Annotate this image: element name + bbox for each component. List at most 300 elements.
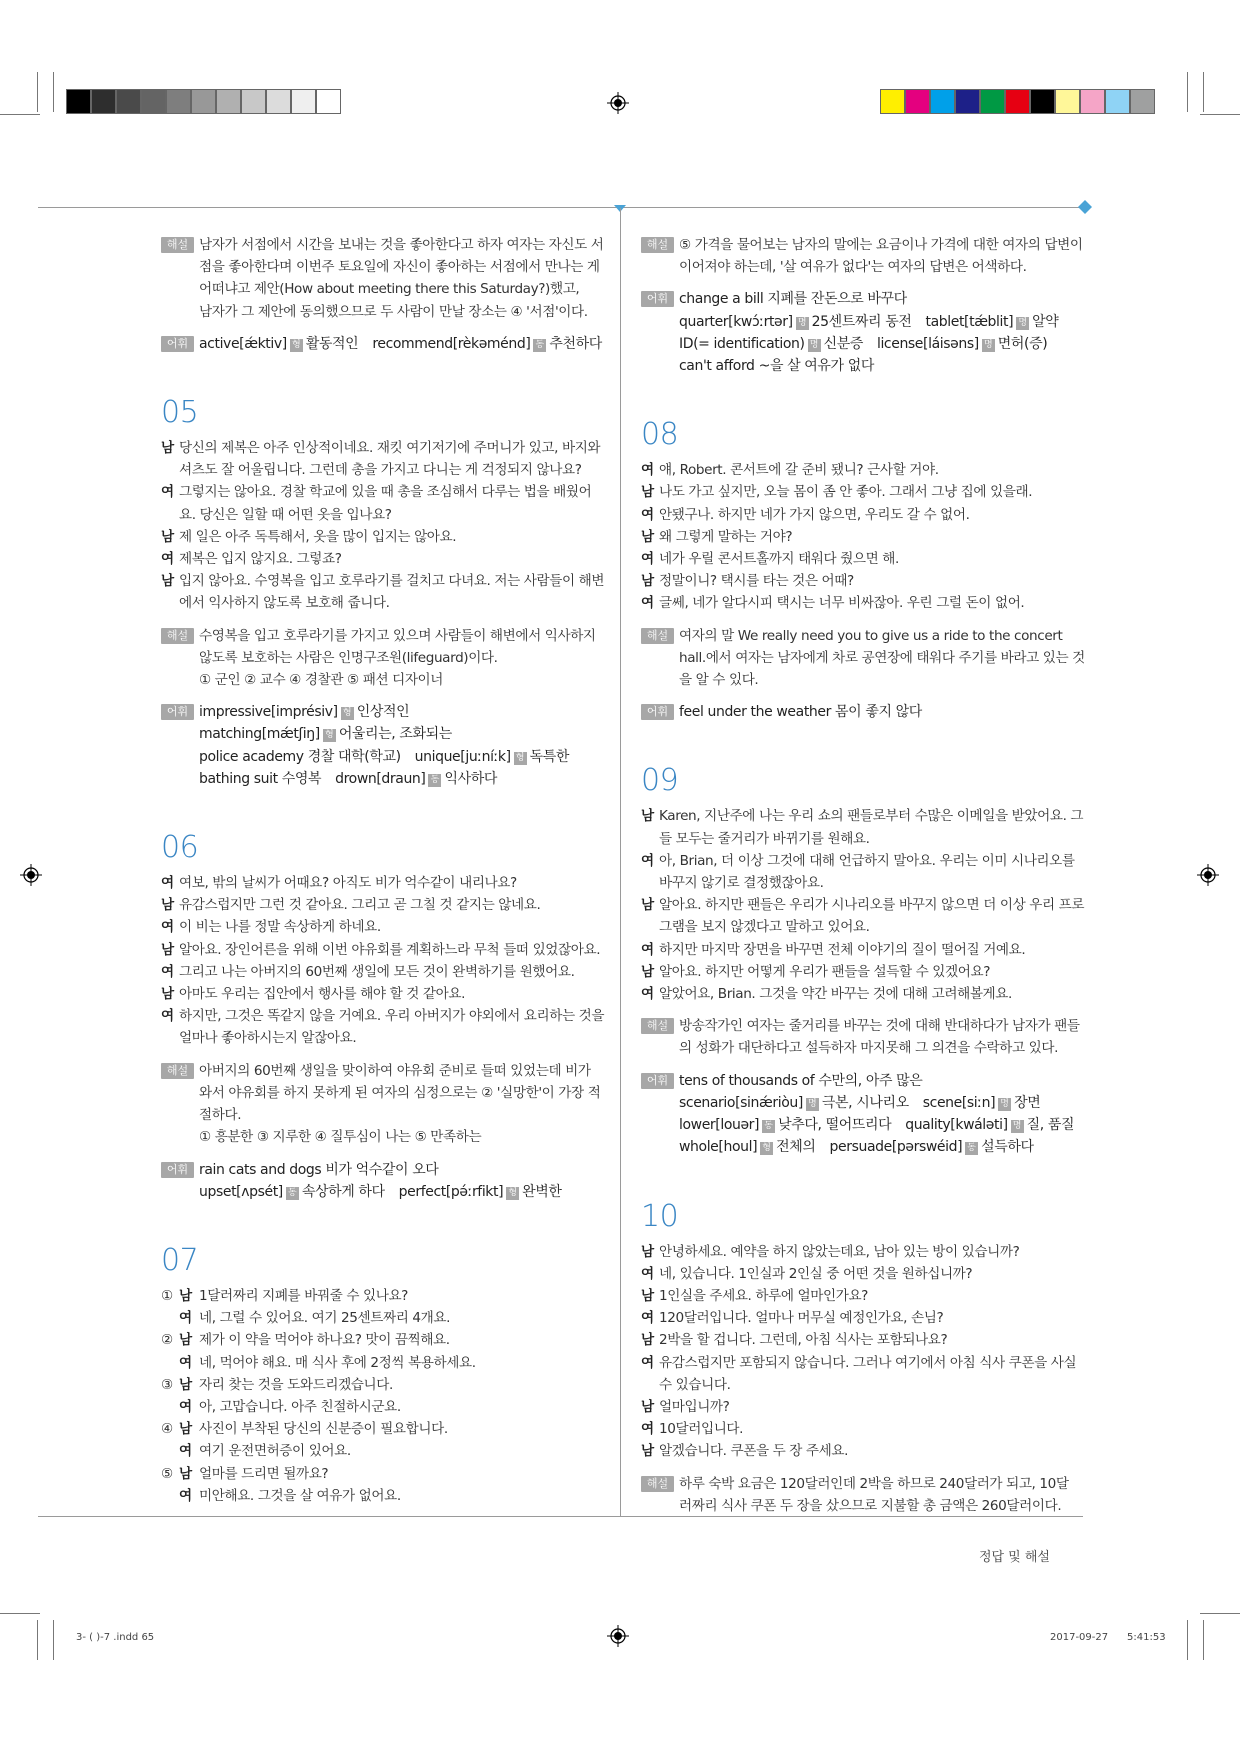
speaker-label: 남 bbox=[641, 484, 654, 501]
vocab-word: rain cats and dogs bbox=[199, 1161, 322, 1178]
vocab-row bbox=[199, 701, 608, 723]
vocab-word: tens of thousands of bbox=[679, 1072, 815, 1089]
haeseol-line: 하루 숙박 요금은 120달러인데 2박을 하므로 240달러가 되고, 10달 bbox=[679, 1475, 1069, 1492]
gray-swatch bbox=[166, 89, 191, 114]
dialog-text: 글쎄, 네가 알다시피 택시는 너무 비싸잖아. 우린 그럴 돈이 없어. bbox=[659, 595, 1025, 612]
gray-swatch bbox=[241, 89, 266, 114]
vocab-meaning: 익사하다 bbox=[444, 770, 497, 787]
speaker-label: 여 bbox=[161, 551, 174, 568]
vocab-pronunciation: [pərswéid] bbox=[891, 1139, 963, 1156]
vocab-pronunciation: [ǽktiv] bbox=[239, 335, 287, 352]
dialog-line bbox=[641, 592, 1088, 614]
slug-date: 2017-09-27 bbox=[1050, 1632, 1109, 1643]
dialog-line bbox=[641, 805, 1088, 849]
vocab-word: license bbox=[876, 335, 924, 352]
left-column bbox=[161, 234, 608, 1507]
vocab-meaning: 어울리는, 조화되는 bbox=[338, 726, 452, 743]
part-of-speech-badge: 명 bbox=[806, 1098, 819, 1111]
vocab-row bbox=[199, 1181, 608, 1203]
option-line bbox=[161, 1285, 608, 1307]
dialog-line bbox=[641, 570, 1088, 592]
speaker-label: 여 bbox=[641, 986, 654, 1003]
dialog-text: 제복은 입지 않지요. 그렇죠? bbox=[179, 551, 342, 568]
speaker-label: 남 bbox=[179, 1465, 192, 1482]
part-of-speech-badge: 형 bbox=[514, 752, 527, 765]
option-text: 사진이 부착된 당신의 신분증이 필요합니다. bbox=[199, 1421, 448, 1438]
dialog-text: 아, Brian, 더 이상 그것에 대해 언급하지 말아요. 우리는 이미 시나리오를 bbox=[659, 852, 1075, 869]
option-reply bbox=[161, 1352, 608, 1374]
eohwi-badge: 어휘 bbox=[641, 704, 674, 720]
dialog-text: 들 모두는 줄거리가 바뀌기를 원해요. bbox=[659, 830, 870, 847]
vocab-pronunciation: [kwɔ́ːrtər] bbox=[728, 313, 793, 330]
vocab-word: bathing suit bbox=[199, 770, 278, 787]
gray-swatch bbox=[91, 89, 116, 114]
registration-mark-icon bbox=[607, 1625, 629, 1647]
vocab-word: quarter bbox=[679, 313, 729, 330]
dialog-text: 안됐구나. 하지만 네가 가지 않으면, 우리도 갈 수 없어. bbox=[659, 506, 970, 523]
haeseol-line: 와서 야유회를 하지 못하게 된 여자의 심정으로는 ② '실망한'이 가장 적 bbox=[199, 1084, 601, 1101]
speaker-label: 여 bbox=[641, 941, 654, 958]
section-number: 08 bbox=[641, 417, 679, 453]
vocab-meaning: 신분증 bbox=[823, 335, 863, 352]
haeseol-line: 어떠냐고 제안(How about meeting there this Saturday?)했고, bbox=[199, 281, 580, 298]
option-reply bbox=[161, 1307, 608, 1329]
dialog-text: 그렇지는 않아요. 경찰 학교에 있을 때 총을 조심해서 다루는 법을 배웠어 bbox=[179, 484, 592, 501]
vocab-word: impressive bbox=[199, 704, 271, 721]
option-number: ④ bbox=[161, 1421, 173, 1438]
speaker-label: 남 bbox=[161, 440, 174, 457]
option-number: ③ bbox=[161, 1376, 173, 1393]
vocab-pronunciation: (= identification) bbox=[693, 335, 805, 352]
speaker-label: 여 bbox=[161, 1008, 174, 1025]
dialog-text: 1인실을 주세요. 하루에 얼마인가요? bbox=[659, 1287, 868, 1304]
dialog-text: 요. 당신은 일할 때 어떤 옷을 입나요? bbox=[179, 506, 392, 523]
dialog-text: 2박을 할 겁니다. 그런데, 아침 식사는 포함되나요? bbox=[659, 1332, 948, 1349]
color-swatch bbox=[930, 89, 955, 114]
part-of-speech-badge: 동 bbox=[286, 1187, 299, 1200]
eohwi-badge: 어휘 bbox=[161, 704, 194, 720]
vocab-row bbox=[679, 1092, 1088, 1114]
gray-swatch bbox=[141, 89, 166, 114]
dialog-text: 바꾸지 않기로 결정했잖아요. bbox=[659, 875, 824, 892]
vocab-word: ID bbox=[679, 335, 694, 352]
speaker-label: 남 bbox=[641, 808, 654, 825]
vocab-word: active bbox=[199, 335, 240, 352]
dialog-line bbox=[641, 1440, 1088, 1462]
speaker-label: 남 bbox=[641, 528, 654, 545]
dialog-line bbox=[641, 481, 1088, 503]
option-text: 제가 이 약을 먹어야 하나요? 맛이 끔찍해요. bbox=[199, 1332, 450, 1349]
vocab-meaning: 25센트짜리 동전 bbox=[811, 313, 912, 330]
vocab-row bbox=[679, 311, 1088, 333]
haeseol-line: 수영복을 입고 호루라기를 가지고 있으며 사람들이 해변에서 익사하지 bbox=[199, 627, 596, 644]
dialog-line bbox=[641, 894, 1088, 938]
dialog-text: 하지만, 그것은 똑같지 않을 거예요. 우리 아버지가 야외에서 요리하는 것을 bbox=[179, 1008, 605, 1025]
speaker-label: 남 bbox=[641, 1398, 654, 1415]
speaker-label: 여 bbox=[179, 1487, 192, 1504]
speaker-label: 여 bbox=[641, 462, 654, 479]
vocab-word: whole bbox=[679, 1139, 719, 1156]
vocab-word: persuade bbox=[829, 1139, 892, 1156]
option-text: 네, 그럴 수 있어요. 여기 25센트짜리 4개요. bbox=[199, 1310, 451, 1327]
dialog-text: 아마도 우리는 집안에서 행사를 해야 할 것 같아요. bbox=[179, 986, 465, 1003]
dialog-text: 입지 않아요. 수영복을 입고 호루라기를 걸치고 다녀요. 저는 사람들이 해변 bbox=[179, 573, 605, 590]
color-swatch bbox=[1005, 89, 1030, 114]
vocab-row bbox=[679, 701, 1088, 723]
haeseol-line: ⑤ 가격을 물어보는 남자의 말에는 요금이나 가격에 대한 여자의 답변이 bbox=[679, 237, 1083, 253]
vocab-meaning: ~을 살 여유가 없다 bbox=[758, 358, 874, 375]
dialog-line bbox=[161, 570, 608, 614]
section-number: 06 bbox=[161, 830, 199, 866]
vocab-meaning: 독특한 bbox=[529, 748, 570, 765]
spacer bbox=[641, 723, 1088, 763]
part-of-speech-badge: 형 bbox=[760, 1142, 773, 1155]
part-of-speech-badge: 형 bbox=[290, 339, 303, 352]
dialog-text: 셔츠도 잘 어울립니다. 그런데 총을 가지고 다니는 게 걱정되지 않나요? bbox=[179, 462, 582, 479]
haeseol-line: 이어져야 하는데, '살 여유가 없다'는 여자의 답변은 어색하다. bbox=[679, 259, 1027, 276]
vocab-word: drown bbox=[335, 770, 377, 787]
vocab-pronunciation: [ʌpsét] bbox=[236, 1183, 283, 1200]
haeseol-line: ① 군인 ② 교수 ④ 경찰관 ⑤ 패션 디자이너 bbox=[199, 672, 444, 689]
option-text: 1달러짜리 지폐를 바꿔줄 수 있나요? bbox=[199, 1287, 408, 1304]
vocab-meaning: 알약 bbox=[1032, 313, 1059, 330]
dialog-text: 그리고 나는 아버지의 60번째 생일에 모든 것이 완벽하기를 원했어요. bbox=[179, 963, 575, 980]
dialog-line bbox=[641, 459, 1088, 481]
vocab-note bbox=[641, 701, 1088, 723]
haeseol-line: 남자가 서점에서 시간을 보내는 것을 좋아한다고 하자 여자는 자신도 서 bbox=[199, 237, 604, 253]
vocab-meaning: 활동적인 bbox=[305, 335, 359, 352]
dialog-line bbox=[161, 939, 608, 961]
dialog-line bbox=[641, 548, 1088, 570]
haeseol-line: 방송작가인 여자는 줄거리를 바꾸는 것에 대해 반대하다가 남자가 팬들 bbox=[679, 1018, 1080, 1035]
dialog-text: 얘, Robert. 콘서트에 갈 준비 됐니? 근사할 거야. bbox=[659, 462, 939, 479]
vocab-meaning: 속상하게 하다 bbox=[301, 1183, 385, 1200]
part-of-speech-badge: 명 bbox=[1011, 1120, 1024, 1133]
vocab-word: can't afford bbox=[679, 358, 755, 375]
vocab-row bbox=[199, 333, 608, 355]
haeseol-line: 여자의 말 We really need you to give us a ride to the concert bbox=[679, 627, 1063, 644]
speaker-label: 남 bbox=[641, 963, 654, 980]
gray-swatch bbox=[316, 89, 341, 114]
vocab-row bbox=[199, 768, 608, 790]
eohwi-badge: 어휘 bbox=[161, 1162, 194, 1178]
dialog-text: 얼마나 좋아하시는지 알잖아요. bbox=[179, 1030, 357, 1047]
color-swatch bbox=[880, 89, 905, 114]
dialog-line bbox=[641, 961, 1088, 983]
speaker-label: 남 bbox=[641, 573, 654, 590]
vocab-meaning: 수영복 bbox=[281, 770, 322, 787]
top-rule bbox=[38, 207, 1083, 208]
haeseol-line: 않도록 보호하는 사람은 인명구조원(lifeguard)이다. bbox=[199, 649, 498, 666]
dialog-line bbox=[641, 526, 1088, 548]
dialog-text: 네가 우릴 콘서트홀까지 태워다 줬으면 해. bbox=[659, 551, 899, 568]
dialog-line bbox=[641, 1241, 1088, 1263]
dialog-text: 10달러입니다. bbox=[659, 1421, 744, 1438]
vocab-pronunciation: [imprésiv] bbox=[270, 704, 338, 721]
haeseol-line: 을 알 수 있다. bbox=[679, 672, 759, 689]
haeseol-badge: 해설 bbox=[161, 237, 194, 253]
speaker-label: 남 bbox=[641, 1287, 654, 1304]
vocab-meaning: 수만의, 아주 많은 bbox=[818, 1072, 923, 1089]
spacer bbox=[161, 355, 608, 395]
dialog-text: 이 비는 나를 정말 속상하게 하네요. bbox=[179, 919, 381, 936]
part-of-speech-badge: 명 bbox=[808, 339, 821, 352]
spacer bbox=[161, 790, 608, 830]
speaker-label: 여 bbox=[179, 1354, 192, 1371]
haeseol-badge: 해설 bbox=[641, 1476, 674, 1492]
section-number: 09 bbox=[641, 763, 679, 799]
dialog-text: 얼마입니까? bbox=[659, 1398, 730, 1415]
vocab-word: scenario bbox=[679, 1094, 736, 1111]
color-swatch bbox=[1055, 89, 1080, 114]
color-swatch bbox=[980, 89, 1005, 114]
dialog-line bbox=[161, 526, 608, 548]
dialog-text: 여보, 밖의 날씨가 어때요? 아직도 비가 억수같이 내리나요? bbox=[179, 875, 517, 892]
speaker-label: 남 bbox=[161, 941, 174, 958]
vocab-row bbox=[679, 333, 1088, 355]
registration-mark-icon bbox=[607, 92, 629, 114]
vocab-meaning: 인상적인 bbox=[356, 704, 410, 721]
speaker-label: 남 bbox=[161, 897, 174, 914]
vocab-meaning: 설득하다 bbox=[981, 1139, 1034, 1156]
haeseol-line: 절하다. bbox=[199, 1107, 242, 1124]
vocab-row bbox=[679, 1136, 1088, 1158]
vocab-meaning: 비가 억수같이 오다 bbox=[325, 1161, 439, 1178]
vocab-pronunciation: [louər] bbox=[715, 1117, 760, 1134]
color-swatch bbox=[1130, 89, 1155, 114]
dialog-text: 정말이니? 택시를 타는 것은 어때? bbox=[659, 573, 854, 590]
vocab-meaning: 낮추다, 떨어뜨리다 bbox=[778, 1117, 892, 1134]
speaker-label: 남 bbox=[641, 897, 654, 914]
vocab-meaning: 질, 품질 bbox=[1026, 1117, 1075, 1134]
vocab-pronunciation: [juːníːk] bbox=[460, 748, 511, 765]
haeseol-note bbox=[161, 1060, 608, 1149]
speaker-label: 여 bbox=[161, 963, 174, 980]
dialog-line bbox=[641, 1396, 1088, 1418]
vocab-meaning: 극본, 시나리오 bbox=[821, 1094, 909, 1111]
dialog-text: 알아요. 하지만 어떻게 우리가 팬들을 설득할 수 있겠어요? bbox=[659, 963, 991, 980]
gray-swatch bbox=[66, 89, 91, 114]
haeseol-line: ① 흥분한 ③ 지루한 ④ 질투심이 나는 ⑤ 만족하는 bbox=[199, 1129, 482, 1146]
vocab-meaning: 장면 bbox=[1014, 1094, 1041, 1111]
dialog-line bbox=[161, 916, 608, 938]
vocab-row bbox=[199, 1159, 608, 1181]
part-of-speech-badge: 형 bbox=[341, 707, 354, 720]
part-of-speech-badge: 명 bbox=[1016, 317, 1029, 330]
dialog-line bbox=[161, 481, 608, 525]
intro-block bbox=[161, 234, 608, 355]
color-swatch bbox=[1030, 89, 1055, 114]
haeseol-badge: 해설 bbox=[641, 628, 674, 644]
right-column bbox=[641, 234, 1088, 1517]
vocab-note bbox=[641, 288, 1088, 377]
vocab-note bbox=[161, 1159, 608, 1203]
vocab-word: police academy bbox=[199, 748, 304, 765]
option-line bbox=[161, 1374, 608, 1396]
dialog-line bbox=[161, 1005, 608, 1049]
speaker-label: 남 bbox=[179, 1421, 192, 1438]
speaker-label: 여 bbox=[641, 1265, 654, 1282]
dialog-line bbox=[641, 939, 1088, 961]
dialog-line bbox=[641, 850, 1088, 894]
part-of-speech-badge: 동 bbox=[965, 1142, 978, 1155]
dialog-text: 제 일은 아주 독특해서, 옷을 많이 입지는 않아요. bbox=[179, 528, 457, 545]
speaker-label: 여 bbox=[161, 484, 174, 501]
vocab-pronunciation: [rèkəménd] bbox=[452, 335, 531, 352]
part-of-speech-badge: 동 bbox=[762, 1120, 775, 1133]
section-number: 10 bbox=[641, 1198, 679, 1234]
column-divider bbox=[620, 208, 621, 1516]
dialog-text: 하지만 마지막 장면을 바꾸면 전체 이야기의 질이 떨어질 거예요. bbox=[659, 941, 1026, 958]
vocab-word: recommend bbox=[372, 335, 453, 352]
dialog-text: 수 있습니다. bbox=[659, 1376, 731, 1393]
vocab-meaning: 몸이 좋지 않다 bbox=[835, 704, 922, 721]
haeseol-note bbox=[161, 234, 608, 323]
dialog-line bbox=[641, 1329, 1088, 1351]
eohwi-badge: 어휘 bbox=[641, 1073, 674, 1089]
dialog-text: 유감스럽지만 포함되지 않습니다. 그러나 여기에서 아침 식사 쿠폰을 사실 bbox=[659, 1354, 1077, 1371]
eohwi-badge: 어휘 bbox=[641, 291, 674, 307]
registration-mark-icon bbox=[1197, 864, 1219, 886]
diamond-marker-icon bbox=[1078, 200, 1092, 214]
vocab-pronunciation: [tǽblit] bbox=[964, 313, 1014, 330]
option-text: 자리 찾는 것을 도와드리겠습니다. bbox=[199, 1376, 393, 1393]
speaker-label: 여 bbox=[641, 1354, 654, 1371]
speaker-label: 남 bbox=[179, 1332, 192, 1349]
dialog-line bbox=[641, 1285, 1088, 1307]
color-swatch bbox=[1080, 89, 1105, 114]
vocab-row bbox=[679, 355, 1088, 377]
speaker-label: 남 bbox=[641, 1443, 654, 1460]
vocab-word: feel under the weather bbox=[679, 704, 831, 721]
speaker-label: 여 bbox=[161, 875, 174, 892]
spacer bbox=[641, 377, 1088, 417]
dialog-line bbox=[161, 548, 608, 570]
vocab-word: change a bill bbox=[679, 291, 764, 308]
option-number: ② bbox=[161, 1332, 173, 1349]
vocab-word: quality bbox=[905, 1117, 951, 1134]
dialog-text: 알겠습니다. 쿠폰을 두 장 주세요. bbox=[659, 1443, 849, 1460]
dialog-line bbox=[641, 1307, 1088, 1329]
part-of-speech-badge: 형 bbox=[506, 1187, 519, 1200]
vocab-pronunciation: [kwáləti] bbox=[950, 1117, 1008, 1134]
vocab-note bbox=[161, 333, 608, 355]
option-line bbox=[161, 1418, 608, 1440]
haeseol-note bbox=[641, 234, 1088, 278]
vocab-pronunciation: [pə́ːrfikt] bbox=[445, 1183, 504, 1200]
gray-swatch bbox=[191, 89, 216, 114]
color-swatch bbox=[1105, 89, 1130, 114]
dialog-text: 안녕하세요. 예약을 하지 않았는데요, 남아 있는 방이 있습니까? bbox=[659, 1243, 1020, 1260]
haeseol-line: 러짜리 식사 쿠폰 두 장을 샀으므로 지불할 총 금액은 260달러이다. bbox=[679, 1497, 1062, 1514]
spacer bbox=[161, 1203, 608, 1243]
cmyk-color-bar bbox=[880, 89, 1155, 114]
vocab-meaning: 지폐를 잔돈으로 바꾸다 bbox=[767, 291, 907, 308]
section-number: 07 bbox=[161, 1242, 199, 1278]
dialog-text: 당신의 제복은 아주 인상적이네요. 재킷 여기저기에 주머니가 있고, 바지와 bbox=[179, 440, 601, 457]
speaker-label: 여 bbox=[641, 1310, 654, 1327]
speaker-label: 남 bbox=[161, 573, 174, 590]
vocab-pronunciation: [láisəns] bbox=[923, 335, 979, 352]
speaker-label: 여 bbox=[161, 919, 174, 936]
speaker-label: 여 bbox=[641, 852, 654, 869]
option-text: 여기 운전면허증이 있어요. bbox=[199, 1443, 351, 1460]
haeseol-note bbox=[641, 1473, 1088, 1517]
part-of-speech-badge: 명 bbox=[998, 1098, 1011, 1111]
vocab-word: lower bbox=[679, 1117, 716, 1134]
dialog-text: 유감스럽지만 그런 것 같아요. 그리고 곧 그칠 것 같지는 않네요. bbox=[179, 897, 541, 914]
haeseol-badge: 해설 bbox=[161, 1063, 194, 1079]
speaker-label: 남 bbox=[161, 528, 174, 545]
slug-time: 5:41:53 bbox=[1127, 1632, 1166, 1643]
vocab-pronunciation: [siːn] bbox=[961, 1094, 996, 1111]
vocab-word: scene bbox=[922, 1094, 962, 1111]
dialog-line bbox=[641, 1263, 1088, 1285]
haeseol-line: 점을 좋아한다며 이번주 토요일에 자신이 좋아하는 서점에서 만나는 게 bbox=[199, 259, 600, 276]
dialog-line bbox=[161, 872, 608, 894]
grayscale-color-bar bbox=[66, 89, 341, 114]
vocab-meaning: 전체의 bbox=[776, 1139, 816, 1156]
speaker-label: 남 bbox=[641, 1332, 654, 1349]
speaker-label: 여 bbox=[641, 595, 654, 612]
option-number: ① bbox=[161, 1287, 173, 1304]
vocab-word: perfect bbox=[398, 1183, 446, 1200]
vocab-row bbox=[199, 723, 608, 745]
option-reply bbox=[161, 1440, 608, 1462]
option-line bbox=[161, 1463, 608, 1485]
option-text: 아, 고맙습니다. 아주 친절하시군요. bbox=[199, 1398, 401, 1415]
dialog-line bbox=[161, 894, 608, 916]
haeseol-line: hall.에서 여자는 남자에게 차로 공연장에 태워다 주기를 바라고 있는 것 bbox=[679, 649, 1085, 666]
dialog-text: Karen, 지난주에 나는 우리 쇼의 팬들로부터 수많은 이메일을 받았어요. 그 bbox=[659, 808, 1084, 825]
haeseol-badge: 해설 bbox=[641, 1018, 674, 1034]
gray-swatch bbox=[291, 89, 316, 114]
slug-file: 3- ( )-7 .indd 65 bbox=[76, 1632, 155, 1643]
dialog-line bbox=[161, 961, 608, 983]
vocab-meaning: 면허(증) bbox=[997, 335, 1048, 352]
dialog-line bbox=[641, 504, 1088, 526]
gray-swatch bbox=[266, 89, 291, 114]
dialog-text: 알았어요, Brian. 그것을 약간 바꾸는 것에 대해 고려해볼게요. bbox=[659, 986, 1012, 1003]
vocab-meaning: 완벽한 bbox=[522, 1183, 562, 1200]
dialog-line bbox=[161, 983, 608, 1005]
dialog-line bbox=[161, 437, 608, 481]
haeseol-line: 남자가 그 제안에 동의했으므로 두 사람이 만날 장소는 ④ '서점'이다. bbox=[199, 303, 588, 320]
dialog-line bbox=[641, 1418, 1088, 1440]
haeseol-note bbox=[161, 625, 608, 692]
vocab-row bbox=[679, 288, 1088, 310]
spacer bbox=[641, 1159, 1088, 1199]
option-reply bbox=[161, 1485, 608, 1507]
option-text: 얼마를 드리면 될까요? bbox=[199, 1465, 329, 1482]
haeseol-note bbox=[641, 1015, 1088, 1059]
speaker-label: 여 bbox=[179, 1310, 192, 1327]
part-of-speech-badge: 형 bbox=[323, 729, 336, 742]
option-reply bbox=[161, 1396, 608, 1418]
intro-block bbox=[641, 234, 1088, 377]
speaker-label: 여 bbox=[179, 1443, 192, 1460]
part-of-speech-badge: 동 bbox=[428, 774, 441, 787]
dialog-text: 나도 가고 싶지만, 오늘 몸이 좀 안 좋아. 그래서 그냥 집에 있을래. bbox=[659, 484, 1033, 501]
haeseol-badge: 해설 bbox=[641, 237, 674, 253]
speaker-label: 여 bbox=[179, 1398, 192, 1415]
part-of-speech-badge: 명 bbox=[982, 339, 995, 352]
option-number: ⑤ bbox=[161, 1465, 173, 1482]
eohwi-badge: 어휘 bbox=[161, 336, 194, 352]
vocab-pronunciation: [houl] bbox=[718, 1139, 758, 1156]
speaker-label: 남 bbox=[179, 1376, 192, 1393]
speaker-label: 여 bbox=[641, 506, 654, 523]
